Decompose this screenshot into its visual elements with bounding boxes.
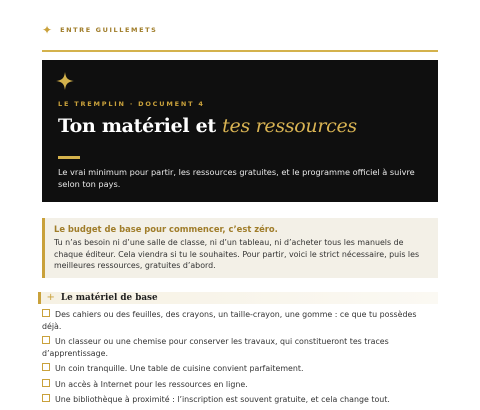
section-bar	[38, 292, 41, 304]
checkbox-icon[interactable]	[42, 379, 50, 387]
header-divider	[42, 50, 438, 52]
checklist-item-text: Un accès à Internet pour les ressources en ligne.	[55, 379, 248, 389]
checklist-item-text: Un classeur ou une chemise pour conserver les travaux, qui constitueront tes traces d’apprentissage.	[42, 337, 389, 358]
brand-header	[42, 24, 157, 36]
checklist-item-text: Une bibliothèque à proximité : l’inscription est souvent gratuite, et cela change tout.	[55, 395, 390, 404]
section-heading	[38, 292, 438, 304]
hero-description: Le vrai minimum pour partir, les ressources gratuites, et le programme officiel à suivre selon ton pays.	[58, 167, 415, 189]
plus-star-icon: ✦	[42, 23, 53, 37]
material-checklist	[42, 309, 438, 410]
title-accent: tes ressources	[222, 115, 357, 137]
checkbox-icon[interactable]	[42, 394, 50, 402]
checkbox-icon[interactable]	[42, 336, 50, 344]
hero-accent-bar	[58, 156, 80, 159]
checklist-item	[42, 309, 438, 332]
checklist-item-text: Un coin tranquille. Une table de cuisine convient parfaitement.	[55, 364, 304, 373]
page-title	[58, 115, 357, 137]
checkbox-icon[interactable]	[42, 309, 50, 317]
hero-banner	[42, 60, 438, 202]
checklist-item	[42, 379, 438, 391]
section-title: Le matériel de base	[60, 293, 158, 303]
plus-icon: +	[46, 292, 55, 303]
budget-callout	[42, 218, 438, 278]
four-point-star-icon	[56, 72, 74, 90]
checklist-item	[42, 363, 438, 375]
brand-name: ENTRE GUILLEMETS	[60, 26, 158, 34]
checkbox-icon[interactable]	[42, 363, 50, 371]
hero-kicker: LE TREMPLIN · DOCUMENT 4	[58, 100, 205, 108]
checklist-item	[42, 394, 438, 406]
checklist-item-text: Des cahiers ou des feuilles, des crayons, un taille-crayon, une gomme : ce que tu possèdes déjà.	[42, 310, 417, 331]
callout-body: Tu n’as besoin ni d’une salle de classe, ni d’un tableau, ni d’acheter tous les manuels de chaque éditeur. Cela viendra si tu le souhaites. Pour partir, voici le strict nécessaire, puis les meilleures ressources, gratuites d’abord.	[54, 238, 420, 270]
callout-title: Le budget de base pour commencer, c’est zéro.	[54, 224, 278, 234]
title-main: Ton matériel et	[58, 115, 223, 137]
checklist-item	[42, 336, 438, 359]
